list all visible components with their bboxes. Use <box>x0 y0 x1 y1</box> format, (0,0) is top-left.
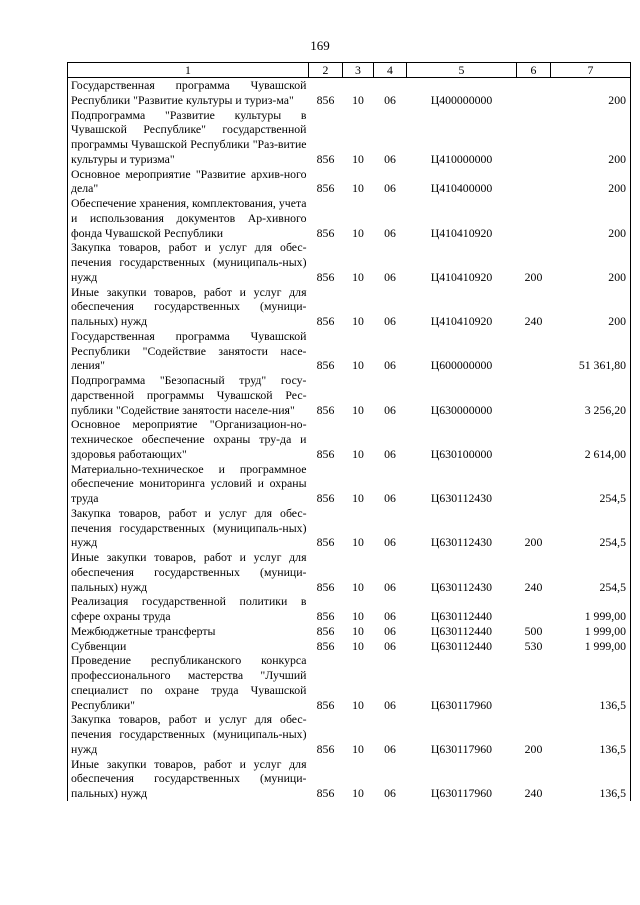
expense-type-cell: 530 <box>524 638 543 653</box>
ministry-code-cell: 856 <box>316 446 335 461</box>
section-code-cell: 10 <box>352 402 364 417</box>
section-code-cell: 10 <box>352 741 364 756</box>
expense-type-cell <box>517 167 551 197</box>
row-name-cell: Проведение республиканского конкурса профессионального мастерства "Лучший специалист по охране труда Чувашской Республики" <box>68 653 309 712</box>
ministry-code-cell: 856 <box>316 535 335 550</box>
expense-type-cell: 240 <box>524 579 543 594</box>
expense-type-cell <box>517 417 551 461</box>
row-name-cell: Субвенции <box>68 639 309 654</box>
table-row <box>68 506 631 550</box>
amount-cell: 200 <box>551 108 631 167</box>
subsection-code-cell: 06 <box>384 269 396 284</box>
amount-cell: 254,5 <box>551 462 631 506</box>
ministry-code-cell: 856 <box>316 402 335 417</box>
row-name-cell: Обеспечение хранения, комплектования, учета и использования документов Ар-хивного фонда Чувашской Республики <box>68 196 309 240</box>
table-row <box>68 639 631 654</box>
row-name-cell: Реализация государственной политики в сфере охраны труда <box>68 594 309 624</box>
amount-cell: 3 256,20 <box>551 373 631 417</box>
ministry-code-cell: 856 <box>316 638 335 653</box>
subsection-code-cell: 06 <box>384 535 396 550</box>
row-name-cell: Закупка товаров, работ и услуг для обес-печения государственных (муниципаль-ных) нужд <box>68 506 309 550</box>
ministry-code-cell: 856 <box>316 697 335 712</box>
column-header: 6 <box>517 63 551 78</box>
ministry-code-cell: 856 <box>316 314 335 328</box>
column-header: 3 <box>343 63 374 78</box>
row-name-cell: Подпрограмма "Безопасный труд" госу-дарственной программы Чувашской Рес-публики "Содействие занятости населе-ния" <box>68 373 309 417</box>
section-code-cell: 10 <box>352 151 364 166</box>
subsection-code-cell: 06 <box>384 225 396 240</box>
subsection-code-cell: 06 <box>384 151 396 166</box>
amount-cell: 254,5 <box>551 506 631 550</box>
column-header: 4 <box>374 63 407 78</box>
ministry-code-cell: 856 <box>316 225 335 240</box>
table-row <box>68 712 631 756</box>
row-name-cell: Основное мероприятие "Организацион-но-техническое обеспечение охраны тру-да и здоровья работающих" <box>68 417 309 461</box>
table-body <box>68 78 631 801</box>
expense-type-cell <box>517 108 551 167</box>
amount-cell: 51 361,80 <box>551 329 631 373</box>
amount-cell: 2 614,00 <box>551 417 631 461</box>
row-name-cell: Государственная программа Чувашской Республики "Развитие культуры и туриз-ма" <box>68 78 309 108</box>
row-name-cell: Материально-техническое и программное обеспечение мониторинга условий и охраны труда <box>68 462 309 506</box>
ministry-code-cell: 856 <box>316 623 335 638</box>
expense-type-cell: 200 <box>524 269 543 284</box>
target-article-cell: Ц630000000 <box>430 402 493 417</box>
target-article-cell: Ц630112440 <box>430 623 493 638</box>
table-row <box>68 624 631 639</box>
column-header: 2 <box>309 63 343 78</box>
expense-type-cell <box>517 78 551 108</box>
subsection-code-cell: 06 <box>384 579 396 594</box>
target-article-cell: Ц630100000 <box>430 446 493 461</box>
ministry-code-cell: 856 <box>316 151 335 166</box>
subsection-code-cell: 06 <box>384 697 396 712</box>
table-row <box>68 285 631 329</box>
section-code-cell: 10 <box>352 786 364 800</box>
expense-type-cell <box>517 329 551 373</box>
row-name-cell: Подпрограмма "Развитие культуры в Чувашской Республике" государственной программы Чувашской Республики "Раз-витие культуры и туризма" <box>68 108 309 167</box>
section-code-cell: 10 <box>352 579 364 594</box>
expense-type-cell <box>517 373 551 417</box>
ministry-code-cell: 856 <box>316 491 335 505</box>
table-row <box>68 240 631 284</box>
section-code-cell: 10 <box>352 225 364 240</box>
section-code-cell: 10 <box>352 314 364 328</box>
amount-cell: 1 999,00 <box>551 639 631 654</box>
target-article-cell: Ц630112430 <box>430 579 493 594</box>
section-code-cell: 10 <box>352 446 364 461</box>
section-code-cell: 10 <box>352 638 364 653</box>
table-row <box>68 329 631 373</box>
amount-cell: 200 <box>551 78 631 108</box>
section-code-cell: 10 <box>352 623 364 638</box>
section-code-cell: 10 <box>352 491 364 505</box>
row-name-cell: Государственная программа Чувашской Республики "Содействие занятости насе-ления" <box>68 329 309 373</box>
target-article-cell: Ц410410920 <box>430 314 493 328</box>
subsection-code-cell: 06 <box>384 358 396 373</box>
page-number: 169 <box>310 38 330 53</box>
amount-cell: 1 999,00 <box>551 624 631 639</box>
section-code-cell: 10 <box>352 269 364 284</box>
target-article-cell: Ц630112430 <box>430 491 493 505</box>
table-row <box>68 373 631 417</box>
ministry-code-cell: 856 <box>316 786 335 800</box>
amount-cell: 1 999,00 <box>551 594 631 624</box>
target-article-cell: Ц630112440 <box>430 638 493 653</box>
section-code-cell: 10 <box>352 609 364 623</box>
subsection-code-cell: 06 <box>384 314 396 328</box>
table-row <box>68 417 631 461</box>
row-name-cell: Иные закупки товаров, работ и услуг для обеспечения государственных (муници-пальных) нужд <box>68 550 309 594</box>
ministry-code-cell: 856 <box>316 92 335 107</box>
expense-type-cell: 200 <box>524 535 543 550</box>
ministry-code-cell: 856 <box>316 579 335 594</box>
target-article-cell: Ц630112440 <box>430 609 493 623</box>
row-name-cell: Иные закупки товаров, работ и услуг для обеспечения государственных (муници-пальных) нужд <box>68 757 309 801</box>
amount-cell: 254,5 <box>551 550 631 594</box>
amount-cell: 136,5 <box>551 757 631 801</box>
row-name-cell: Закупка товаров, работ и услуг для обес-печения государственных (муниципаль-ных) нужд <box>68 240 309 284</box>
subsection-code-cell: 06 <box>384 491 396 505</box>
table-row <box>68 594 631 624</box>
target-article-cell: Ц410410920 <box>430 269 493 284</box>
expense-type-cell <box>517 653 551 712</box>
row-name-cell: Иные закупки товаров, работ и услуг для обеспечения государственных (муници-пальных) нужд <box>68 285 309 329</box>
budget-table <box>67 62 631 801</box>
subsection-code-cell: 06 <box>384 181 396 196</box>
ministry-code-cell: 856 <box>316 741 335 756</box>
ministry-code-cell: 856 <box>316 609 335 623</box>
row-name-cell: Закупка товаров, работ и услуг для обес-печения государственных (муниципаль-ных) нужд <box>68 712 309 756</box>
row-name-cell: Основное мероприятие "Развитие архив-ного дела" <box>68 167 309 197</box>
target-article-cell: Ц400000000 <box>430 92 493 107</box>
subsection-code-cell: 06 <box>384 609 396 623</box>
table-row <box>68 78 631 108</box>
column-header: 7 <box>551 63 631 78</box>
subsection-code-cell: 06 <box>384 92 396 107</box>
row-name-cell: Межбюджетные трансферты <box>68 624 309 639</box>
expense-type-cell <box>517 594 551 624</box>
target-article-cell: Ц630112430 <box>430 535 493 550</box>
section-code-cell: 10 <box>352 358 364 373</box>
expense-type-cell: 200 <box>524 741 543 756</box>
expense-type-cell <box>517 462 551 506</box>
target-article-cell: Ц410400000 <box>430 181 493 196</box>
table-row <box>68 108 631 167</box>
amount-cell: 136,5 <box>551 712 631 756</box>
expense-type-cell: 500 <box>524 623 543 638</box>
table-row <box>68 550 631 594</box>
target-article-cell: Ц410000000 <box>430 151 493 166</box>
subsection-code-cell: 06 <box>384 741 396 756</box>
subsection-code-cell: 06 <box>384 786 396 800</box>
table-row <box>68 196 631 240</box>
expense-type-cell: 240 <box>524 314 543 328</box>
target-article-cell: Ц600000000 <box>430 358 493 373</box>
target-article-cell: Ц410410920 <box>430 225 493 240</box>
target-article-cell: Ц630117960 <box>430 741 493 756</box>
subsection-code-cell: 06 <box>384 446 396 461</box>
target-article-cell: Ц630117960 <box>430 786 493 800</box>
ministry-code-cell: 856 <box>316 269 335 284</box>
ministry-code-cell: 856 <box>316 358 335 373</box>
expense-type-cell <box>517 196 551 240</box>
subsection-code-cell: 06 <box>384 638 396 653</box>
table-row <box>68 462 631 506</box>
amount-cell: 200 <box>551 240 631 284</box>
subsection-code-cell: 06 <box>384 623 396 638</box>
table-row <box>68 757 631 801</box>
section-code-cell: 10 <box>352 92 364 107</box>
ministry-code-cell: 856 <box>316 181 335 196</box>
subsection-code-cell: 06 <box>384 402 396 417</box>
amount-cell: 200 <box>551 285 631 329</box>
column-header: 1 <box>68 63 309 78</box>
section-code-cell: 10 <box>352 181 364 196</box>
expense-type-cell: 240 <box>524 786 543 800</box>
target-article-cell: Ц630117960 <box>430 697 493 712</box>
header-row <box>68 63 631 78</box>
amount-cell: 136,5 <box>551 653 631 712</box>
table-row <box>68 167 631 197</box>
amount-cell: 200 <box>551 167 631 197</box>
column-header: 5 <box>407 63 517 78</box>
amount-cell: 200 <box>551 196 631 240</box>
section-code-cell: 10 <box>352 697 364 712</box>
table-row <box>68 653 631 712</box>
section-code-cell: 10 <box>352 535 364 550</box>
